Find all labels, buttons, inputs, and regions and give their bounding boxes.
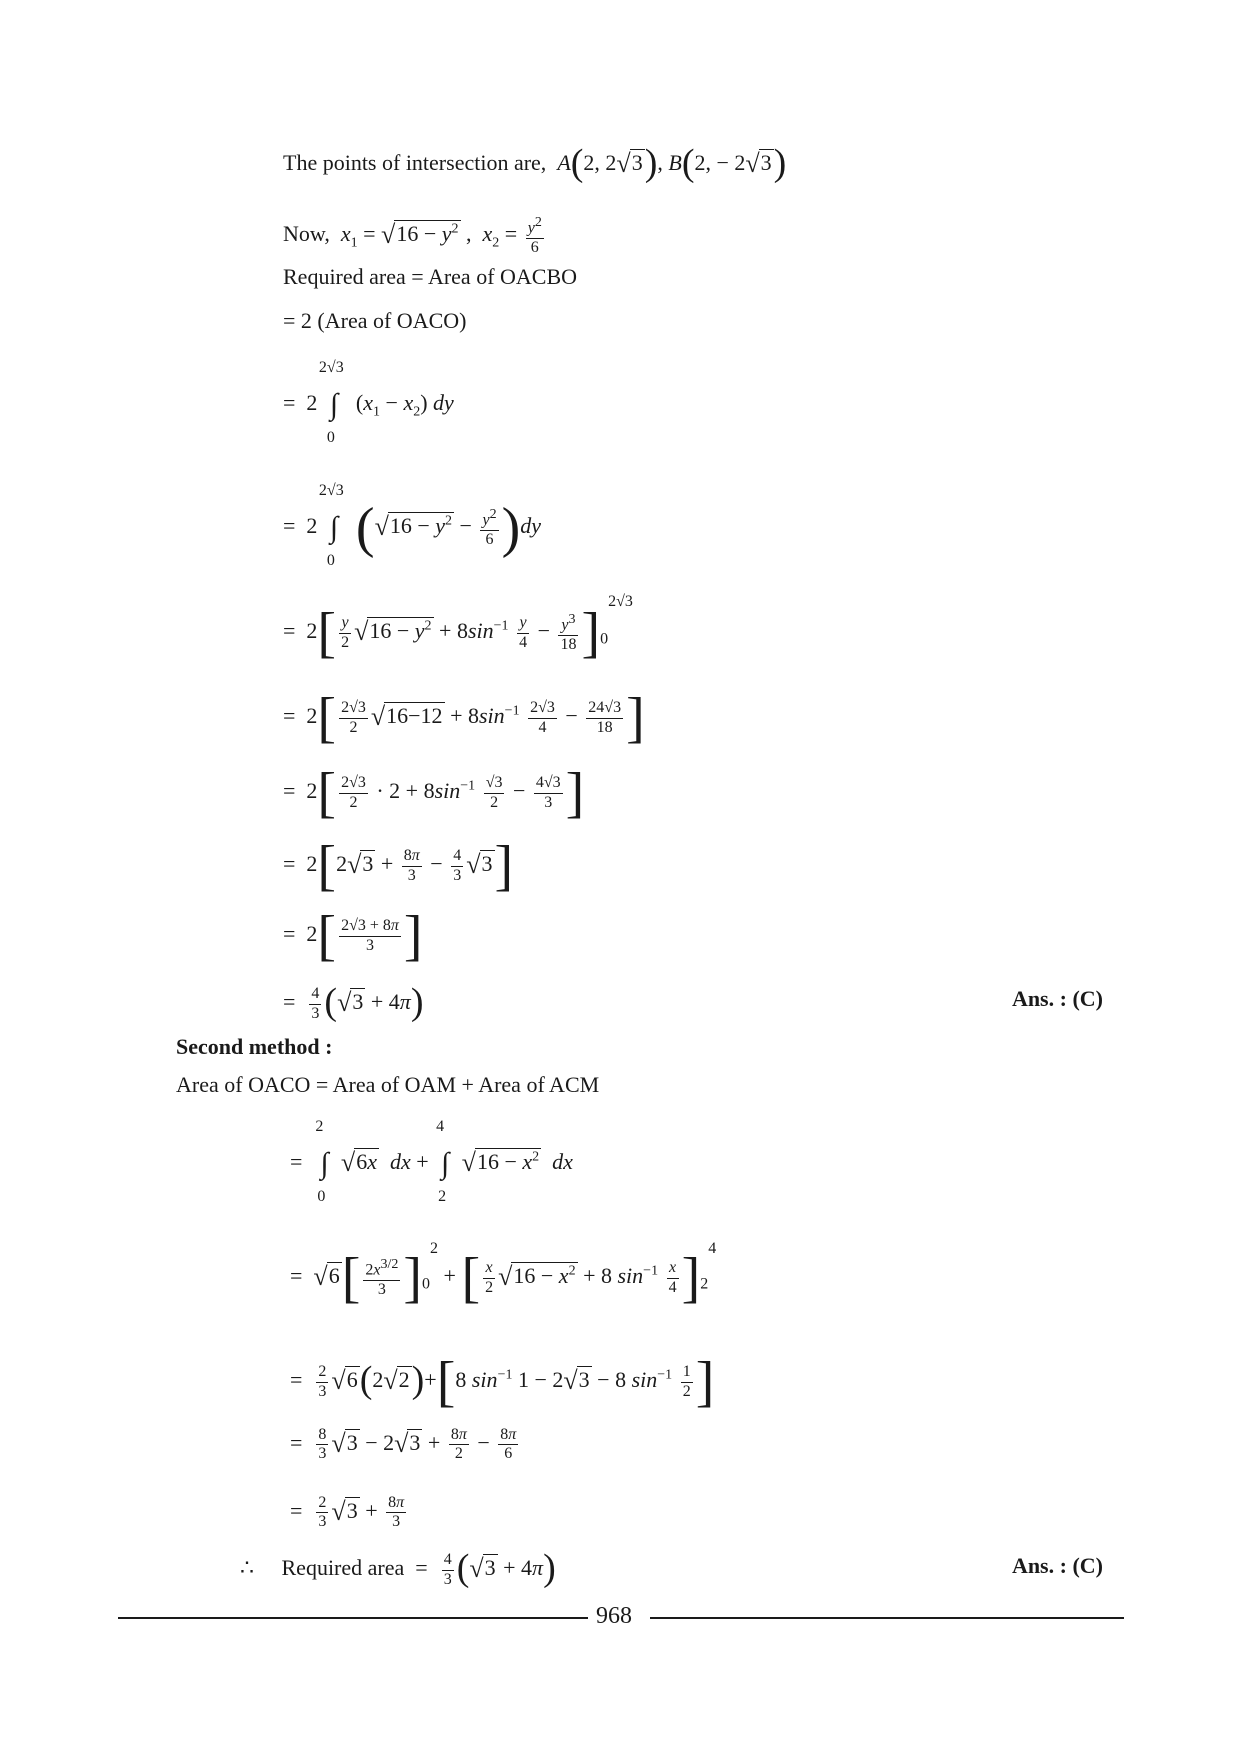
second-substitution: = $\frac{2}{3}$ √6(2√2)+[8 $\sin^{-1} 1 - 2√3 - 8$ $\sin^{-1}$ $\frac{1}{2}$ ] [290,1351,715,1413]
result-line-1: = $\frac{4}{3}$ (√3 + 4π) [283,981,424,1023]
integral-sign: ∫ 2√3 0 [318,482,344,569]
second-simplify-1: = $\frac{8}{3}$ √3 − 2√3 + $\frac{8\pi}{2}$ − $\frac{8\pi}{6}$ [290,1426,517,1463]
antiderivative-step: = 2[ $\frac{y}{2}$ $√16 - y^2 + 8\sin^{-1}$ $\frac{y}{4}$ − $\frac{y^3}{18}$ ]$_0^{2√3}$ [283,592,633,664]
answer-label-1: Ans. : (C) [1011,986,1103,1011]
answer-label-2: Ans. : (C) [1011,1553,1103,1578]
required-area-line: Required area = Area of OACBO [283,264,578,289]
page-number: 968 [596,1603,632,1629]
substitution-step: = 2[ $\frac{2√3}{2}$ $√16-12 + 8\sin^{-1}$ $\frac{2√3}{4}$ − $\frac{24√3}{18}$ ] [283,687,645,749]
second-integral-step: = ∫ 2 0 √6x dx + ∫ 4 2 $√16 - x^2$ dx [290,1117,573,1205]
second-method-heading: Second method : [176,1034,333,1059]
integral-sign: ∫ 4 2 [436,1117,450,1205]
simplify-step-3: = 2[ $\frac{2√3 + 8\pi}{3}$ ] [283,905,423,967]
integral-step-1: = 2 ∫ 2√3 0 $(x_1 - x_2)$ dy [283,359,454,446]
final-result: ∴ Required area = $\frac{4}{3}$ (√3 + 4π) [240,1547,556,1589]
footer-rule-left [118,1617,588,1619]
integral-sign: ∫ 2 0 [315,1117,329,1205]
intersection-line: The points of intersection are, A(2, 2√3), B(2, − 2√3) [283,142,787,184]
second-simplify-2: = $\frac{2}{3}$ √3 + $\frac{8\pi}{3}$ [290,1494,405,1531]
therefore-symbol: ∴ [240,1555,254,1581]
integral-step-2: = 2 ∫ 2√3 0 ($√16 - y^2$ − $\frac{y^2}{6}$ )dy [283,482,541,569]
intersection-text: The points of intersection are, [283,150,547,176]
footer-rule-right [650,1617,1124,1619]
two-area-line: = 2 (Area of OACO) [283,308,467,333]
area-split-line: Area of OACO = Area of OAM + Area of ACM [176,1072,600,1097]
simplify-step-1: = 2[ $\frac{2√3}{2}$ · $2 + 8\sin^{-1}$ $\frac{√3}{2}$ − $\frac{4√3}{3}$ ] [283,762,585,824]
x-definitions: Now, $x_1 = √16 - y^2$ , $x_2$ = $\frac{y^2}{6}$ [283,215,542,256]
now-label: Now, [283,221,330,247]
second-antiderivative: = √6[ $\frac{2x^{3/2}}{3}$ ]$_0^2$ + [ $\frac{x}{2}$ $√16 - x^2 + 8$ $\sin^{-1}$ $\frac{x}{4}$ ]$_2^4$ [290,1239,717,1309]
integral-sign: ∫ 2√3 0 [318,359,344,446]
simplify-step-2: = 2[2√3 + $\frac{8\pi}{3}$ − $\frac{4}{3}$ √3] [283,835,514,897]
